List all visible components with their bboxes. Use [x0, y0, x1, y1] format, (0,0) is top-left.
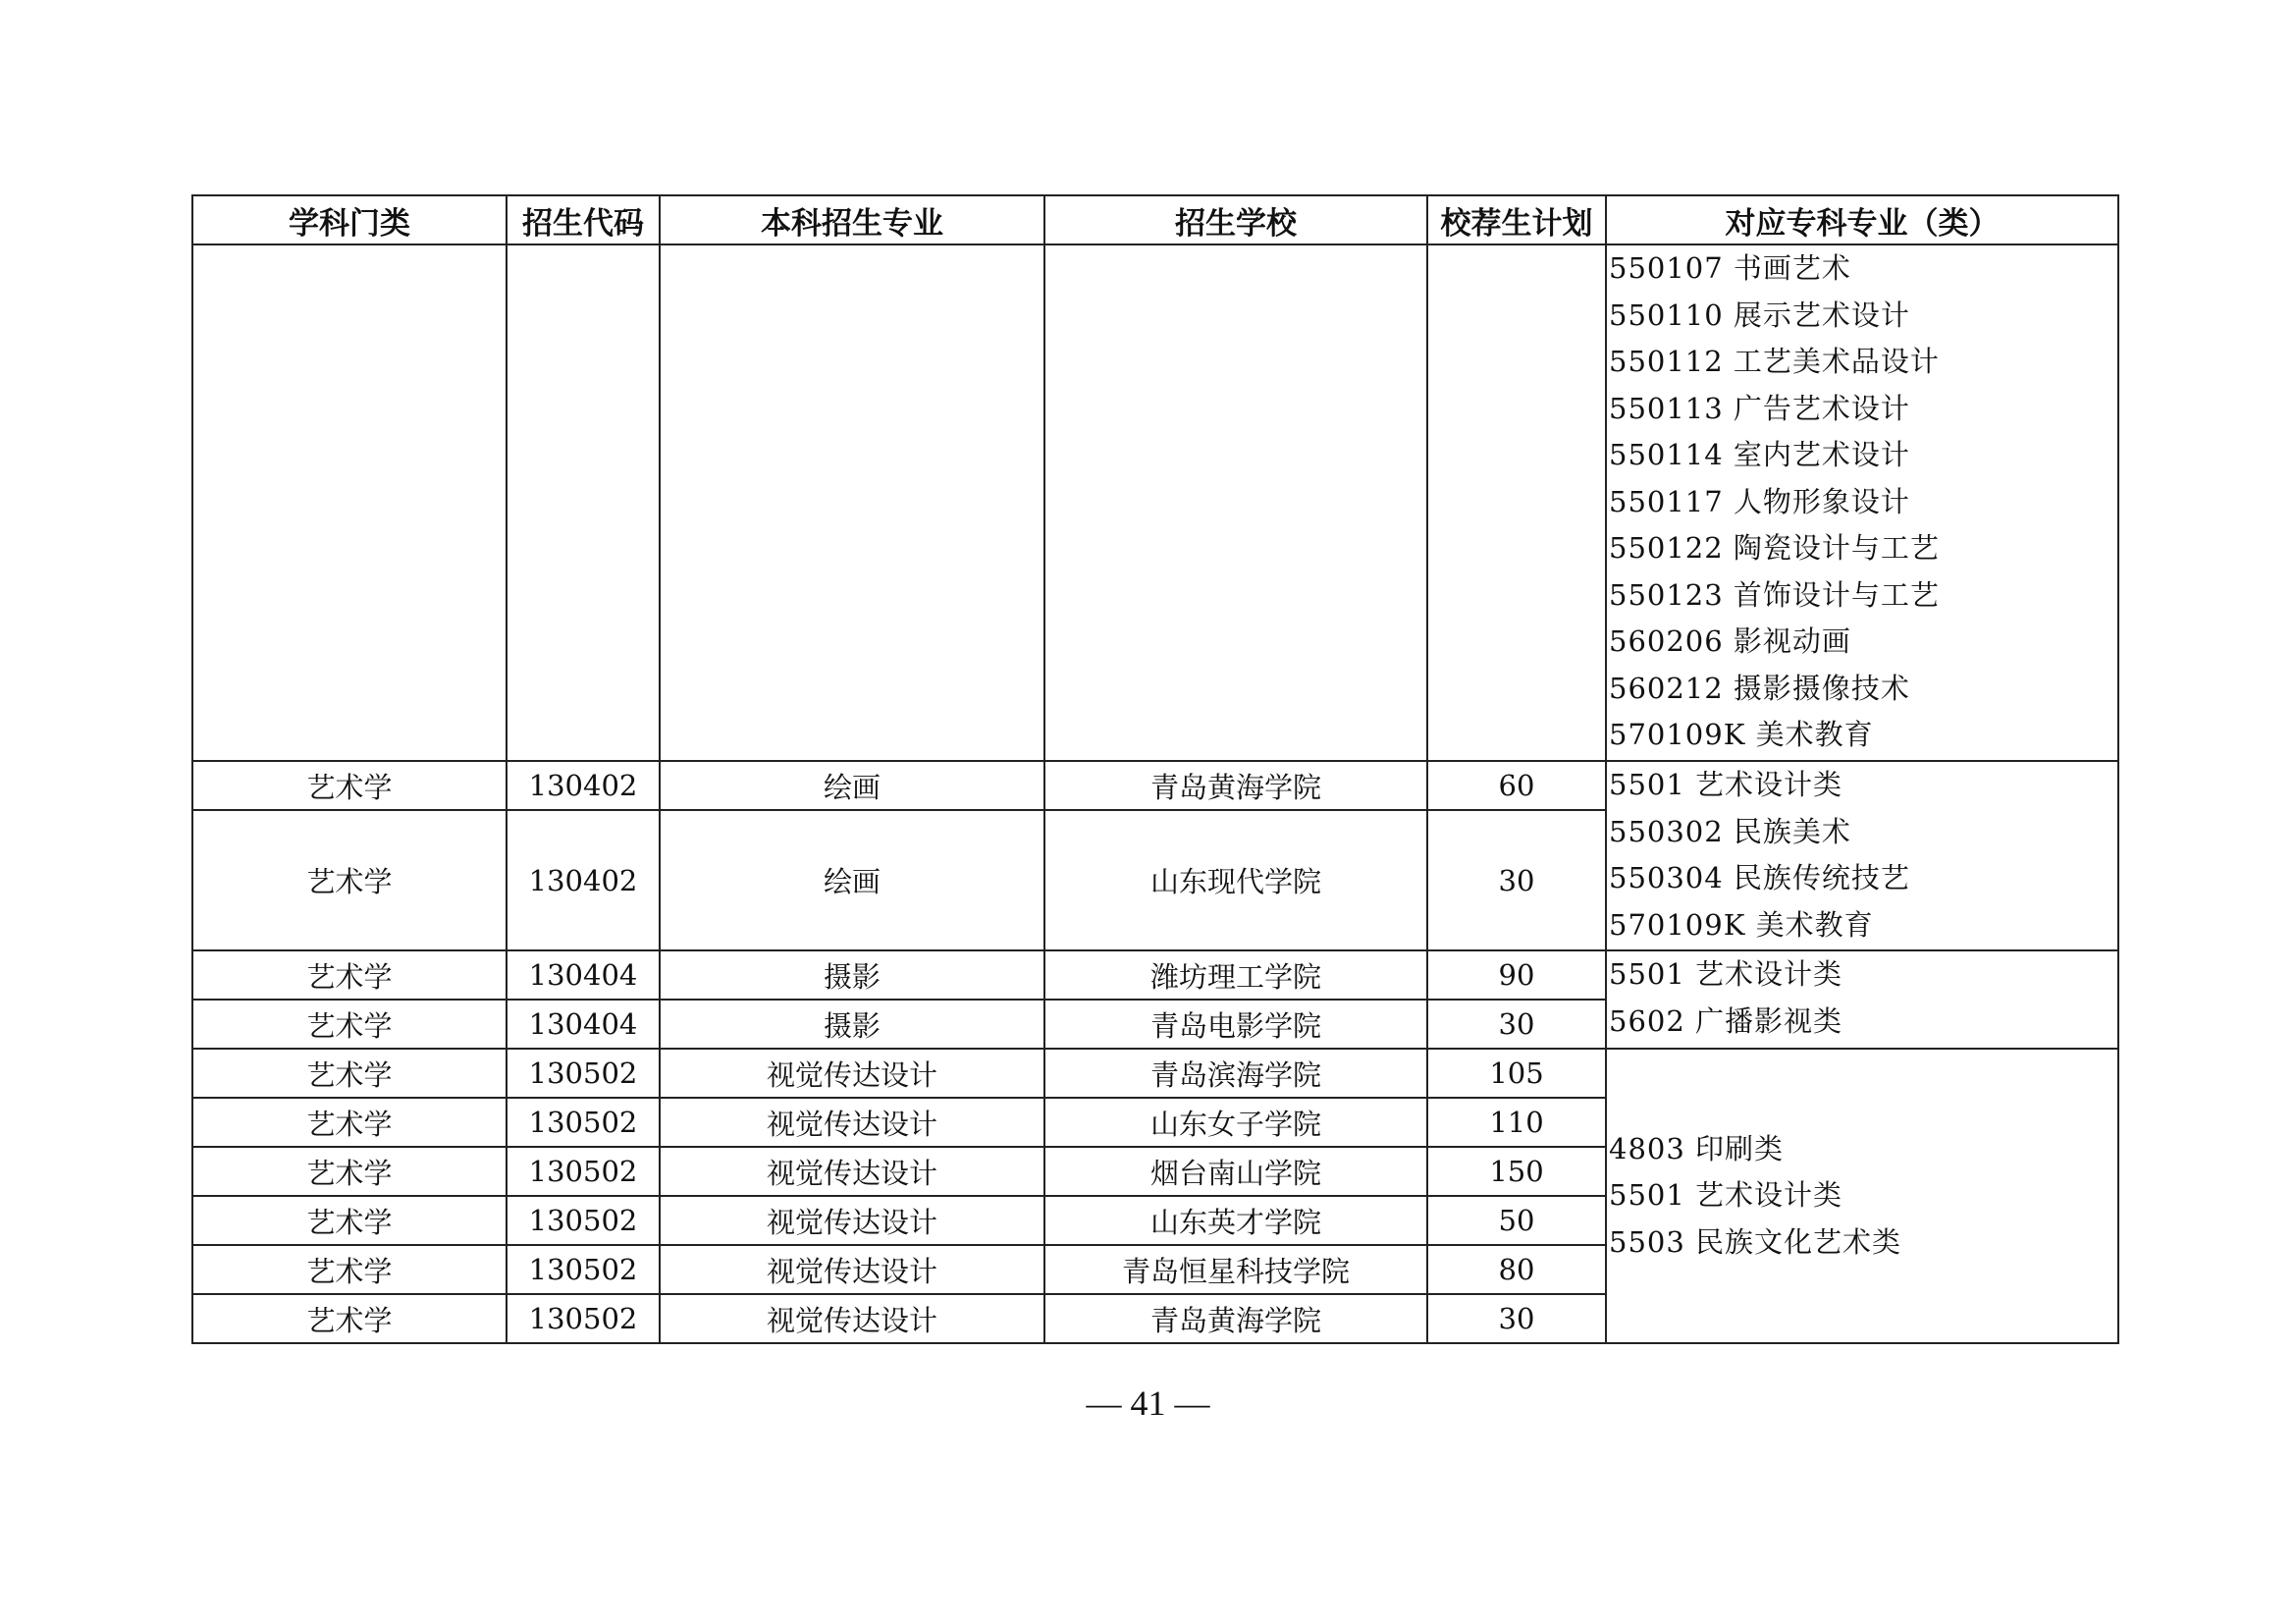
vocational-major-item: 570109K 美术教育: [1609, 718, 1874, 751]
vocational-major-item: 5501 艺术设计类: [1609, 957, 1843, 991]
vocational-major-item: 550123 首饰设计与工艺: [1609, 577, 1940, 612]
vocational-major-item: 560212 摄影摄像技术: [1609, 671, 1910, 705]
major-cell: 视觉传达设计: [660, 1196, 1044, 1245]
table-row: [192, 950, 2118, 1000]
plan-cell: 50: [1427, 1196, 1606, 1245]
vocational-major-item: 550304 民族传统技艺: [1609, 861, 1910, 894]
vocational-major-item: 550112 工艺美术品设计: [1609, 345, 1940, 378]
major-cell: 视觉传达设计: [660, 1147, 1044, 1196]
category-cell: 艺术学: [192, 1245, 507, 1294]
plan-cell: 30: [1427, 810, 1606, 950]
category-cell: 艺术学: [192, 1049, 507, 1098]
school-cell: 青岛黄海学院: [1044, 1294, 1427, 1343]
category-cell: 艺术学: [192, 810, 507, 950]
table-row-continuation: [192, 244, 2118, 761]
header-code: 招生代码: [507, 195, 660, 244]
major-cell: 视觉传达设计: [660, 1245, 1044, 1294]
code-cell: 130502: [507, 1098, 660, 1147]
empty-cell: [192, 244, 507, 761]
empty-cell: [1427, 244, 1606, 761]
vocational-major-item: 4803 印刷类: [1609, 1131, 1785, 1165]
vocational-major-item: 550122 陶瓷设计与工艺: [1609, 531, 1940, 565]
vocational-major-item: 550117 人物形象设计: [1609, 484, 1910, 518]
vocational-major-item: 570109K 美术教育: [1609, 907, 1874, 942]
school-cell: 青岛恒星科技学院: [1044, 1245, 1427, 1294]
school-cell: 山东现代学院: [1044, 810, 1427, 950]
vocational-major-cell: [1606, 761, 2118, 950]
category-cell: 艺术学: [192, 1294, 507, 1343]
school-cell: 青岛黄海学院: [1044, 761, 1427, 810]
vocational-major-cell: [1606, 1049, 2118, 1343]
plan-cell: 105: [1427, 1049, 1606, 1098]
major-cell: 视觉传达设计: [660, 1294, 1044, 1343]
vocational-major-item: 550114 室内艺术设计: [1609, 438, 1910, 471]
table-header-row: [192, 195, 2118, 244]
code-cell: 130402: [507, 761, 660, 810]
code-cell: 130404: [507, 950, 660, 1000]
major-cell: 绘画: [660, 761, 1044, 810]
major-cell: 视觉传达设计: [660, 1049, 1044, 1098]
vocational-major-item: 550302 民族美术: [1609, 814, 1851, 848]
vocational-major-cell: [1606, 244, 2118, 761]
category-cell: 艺术学: [192, 1000, 507, 1049]
vocational-major-item: 5503 民族文化艺术类: [1609, 1224, 1902, 1259]
code-cell: 130404: [507, 1000, 660, 1049]
code-cell: 130402: [507, 810, 660, 950]
school-cell: 山东英才学院: [1044, 1196, 1427, 1245]
major-cell: 绘画: [660, 810, 1044, 950]
plan-cell: 90: [1427, 950, 1606, 1000]
vocational-major-list: [1609, 951, 2117, 1045]
vocational-major-item: 5602 广播影视类: [1609, 1003, 1843, 1038]
school-cell: 青岛电影学院: [1044, 1000, 1427, 1049]
vocational-major-cell: [1606, 950, 2118, 1049]
vocational-major-item: 560206 影视动画: [1609, 624, 1851, 658]
plan-cell: 110: [1427, 1098, 1606, 1147]
code-cell: 130502: [507, 1196, 660, 1245]
header-vocational-major: 对应专科专业（类）: [1606, 195, 2118, 244]
category-cell: 艺术学: [192, 1098, 507, 1147]
school-cell: 烟台南山学院: [1044, 1147, 1427, 1196]
empty-cell: [1044, 244, 1427, 761]
vocational-major-list: [1609, 245, 2117, 759]
major-cell: 摄影: [660, 950, 1044, 1000]
school-cell: 潍坊理工学院: [1044, 950, 1427, 1000]
header-category: 学科门类: [192, 195, 507, 244]
header-plan: 校荐生计划: [1427, 195, 1606, 244]
major-cell: 视觉传达设计: [660, 1098, 1044, 1147]
code-cell: 130502: [507, 1294, 660, 1343]
enrollment-table: [191, 194, 2119, 1344]
vocational-major-item: 550113 广告艺术设计: [1609, 391, 1910, 425]
vocational-major-item: 5501 艺术设计类: [1609, 768, 1843, 801]
code-cell: 130502: [507, 1147, 660, 1196]
category-cell: 艺术学: [192, 761, 507, 810]
school-cell: 山东女子学院: [1044, 1098, 1427, 1147]
plan-cell: 150: [1427, 1147, 1606, 1196]
table-row: [192, 761, 2118, 810]
vocational-major-item: 550107 书画艺术: [1609, 251, 1851, 285]
code-cell: 130502: [507, 1049, 660, 1098]
plan-cell: 60: [1427, 761, 1606, 810]
header-major: 本科招生专业: [660, 195, 1044, 244]
plan-cell: 30: [1427, 1000, 1606, 1049]
plan-cell: 30: [1427, 1294, 1606, 1343]
vocational-major-item: 5501 艺术设计类: [1609, 1178, 1843, 1213]
page-number: — 41 —: [1086, 1383, 1210, 1423]
school-cell: 青岛滨海学院: [1044, 1049, 1427, 1098]
table-row: [192, 1049, 2118, 1098]
vocational-major-item: 550110 展示艺术设计: [1609, 298, 1910, 332]
major-cell: 摄影: [660, 1000, 1044, 1049]
header-school: 招生学校: [1044, 195, 1427, 244]
empty-cell: [660, 244, 1044, 761]
category-cell: 艺术学: [192, 950, 507, 1000]
empty-cell: [507, 244, 660, 761]
code-cell: 130502: [507, 1245, 660, 1294]
category-cell: 艺术学: [192, 1147, 507, 1196]
category-cell: 艺术学: [192, 1196, 507, 1245]
plan-cell: 80: [1427, 1245, 1606, 1294]
vocational-major-list: [1609, 1126, 2117, 1267]
vocational-major-list: [1609, 762, 2117, 948]
